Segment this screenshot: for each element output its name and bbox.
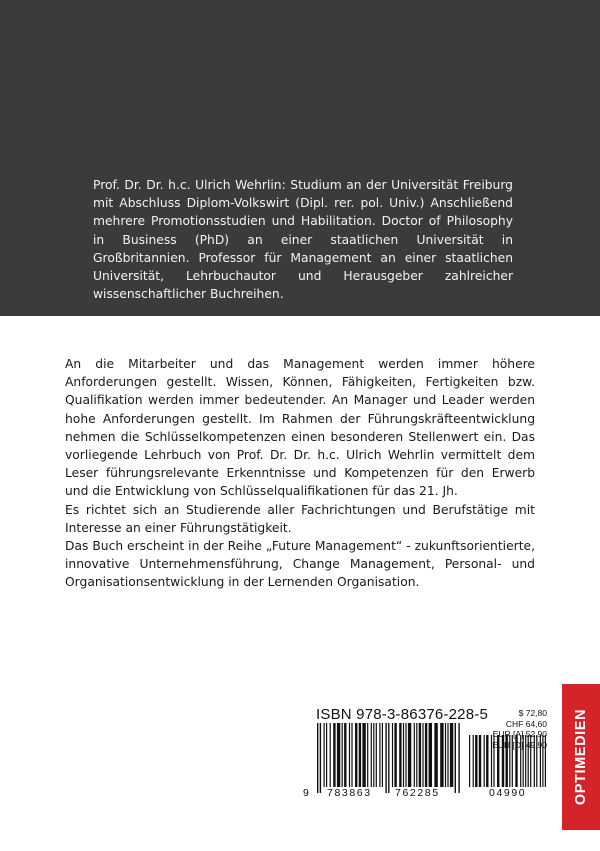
barcode-bar [429, 723, 432, 787]
isbn-number: ISBN 978-3-86376-228-5 [316, 706, 489, 723]
barcode-bar [416, 723, 417, 787]
barcode-bar [458, 723, 459, 793]
price-eur-d: EUR [D] 49,90 [492, 739, 547, 750]
description-paragraph: An die Mitarbeiter und das Management werden immer höhere Anforderungen gestellt. Wissen, Können, Fähigkeiten, Fertigkeiten bzw. Qualifikation werden immer bedeutender. An Manager und Leader werden hohe Anforderungen gestellt. Im Rahmen der Führungskräfteentwicklung nehmen die Schlüsselkompetenzen einen besonderen Stellenwert ein. Das vorliegende Lehrbuch von Prof. Dr. Dr. h.c. Ulrich Wehrlin vermittelt dem Leser führungsrelevante Erkenntnisse und Kompetenzen für den Erwerb und die Entwicklung von Schlüsselqualifikationen für das 21. Jh. [65, 357, 535, 499]
barcode-bar [473, 735, 474, 787]
barcode-bar [445, 723, 446, 787]
barcode-bar [403, 723, 404, 787]
barcode-bar [349, 723, 350, 787]
barcode-addon-digits: 04990 [489, 787, 527, 799]
barcode-bar [355, 723, 357, 787]
barcode-bar [422, 723, 423, 787]
barcode-bar [479, 735, 481, 787]
barcode-bar [376, 723, 377, 787]
barcode-bar [399, 723, 401, 787]
barcode-bar [425, 723, 427, 787]
barcode-bar [351, 723, 352, 787]
barcode-bar [447, 723, 448, 787]
barcode-bar [392, 723, 393, 787]
price-chf: CHF 64,60 [505, 718, 547, 729]
barcode-right-digits: 762285 [395, 787, 440, 799]
barcode-bar [475, 735, 477, 787]
publisher-logo: OPTIMEDIEN [573, 708, 590, 806]
barcode-bar [337, 723, 340, 787]
barcode-bar [394, 723, 396, 787]
barcode-bar [359, 723, 361, 787]
barcode-bar [450, 723, 453, 787]
barcode-bar [440, 723, 443, 787]
barcode-bar [326, 723, 327, 787]
barcode-bar [469, 735, 470, 787]
barcode-bar [317, 723, 318, 793]
barcode-bar [434, 723, 437, 787]
barcode-bar [388, 723, 389, 793]
price-eur-a: EUR [A] 52,90 [492, 729, 547, 740]
barcode-bar [330, 723, 331, 787]
barcode-bar [408, 723, 411, 787]
barcode-bar [379, 723, 380, 787]
barcode-bar [382, 723, 383, 787]
barcode-bar [324, 723, 325, 787]
price-list [483, 708, 547, 750]
description-paragraph: Es richtet sich an Studierende aller Fachrichtungen und Berufstätige mit Interesse an einer Führungstätigkeit. [65, 502, 535, 535]
publisher-tab [562, 684, 600, 830]
barcode-bar [333, 723, 335, 787]
barcode-bar [367, 723, 368, 787]
barcode-bar [405, 723, 406, 787]
barcode-bar [362, 723, 365, 787]
book-description [65, 355, 535, 592]
barcode-bar [342, 723, 343, 787]
barcode-bar [385, 723, 386, 793]
barcode-left-digits: 783863 [327, 787, 372, 799]
barcode-bar [414, 723, 415, 787]
barcode-bar [455, 723, 456, 793]
author-bio: Prof. Dr. Dr. h.c. Ulrich Wehrlin: Studium an der Universität Freiburg mit Abschluss Diplom-Volkswirt (Dipl. rer. pol. Univ.) Anschließend mehrere Promotionsstudien und Habilitation. Doctor of Philosophy in Business (PhD) an einer staatlichen Universität in Großbritannien. Professor für Management an einer staatlichen Universität, Lehrbuchautor und Herausgeber zahlreicher wissenschaftlicher Buchreihen. [93, 178, 513, 302]
description-paragraph: Das Buch erscheint in der Reihe „Future Management“ - zukunftsorientierte, innovative Unternehmensführung, Change Management, Personal- und Organisationsentwicklung in der Lernenden Organisation. [65, 539, 535, 590]
barcode-bar [419, 723, 421, 787]
author-panel [0, 0, 600, 316]
barcode-bar [371, 723, 372, 787]
barcode-bar [344, 723, 346, 787]
barcode-bar [320, 723, 321, 793]
barcode-lead-digit: 9 [303, 787, 311, 799]
barcode-block [303, 703, 549, 803]
barcode-bar [373, 723, 374, 787]
price-usd: $ 72,80 [518, 708, 547, 718]
